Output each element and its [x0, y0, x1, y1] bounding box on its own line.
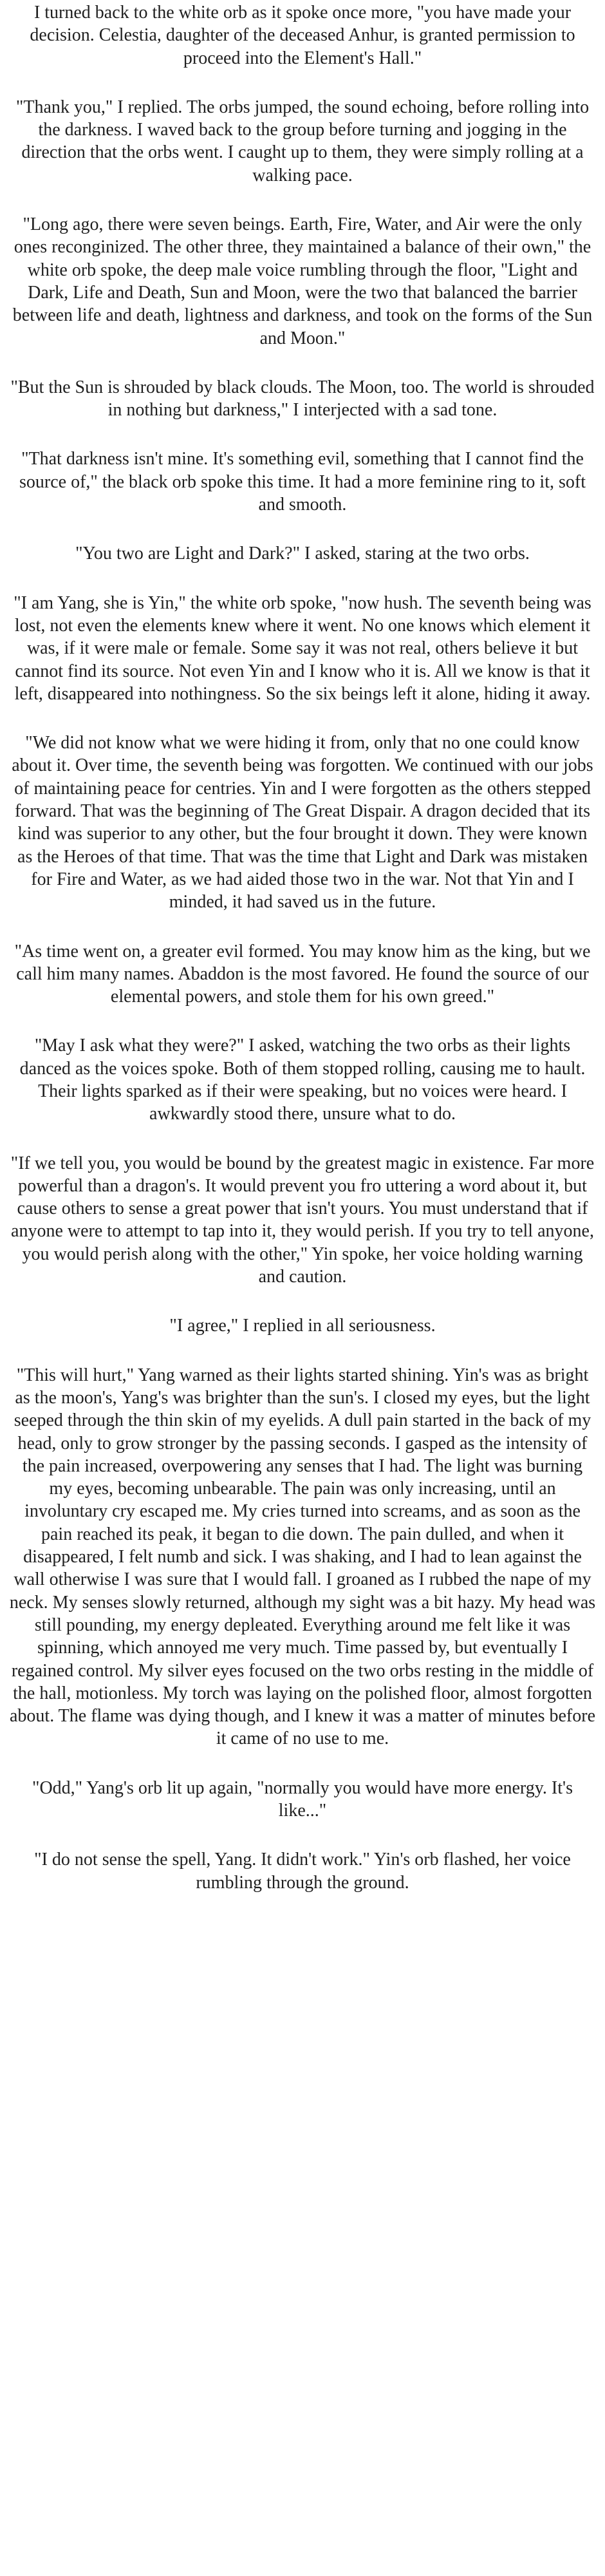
paragraph-2: "Thank you," I replied. The orbs jumped, the sound echoing, before rolling into the darkness. I waved back to the group before turning and jogging in the direction that the orbs went. I caught up to them, they were simply rolling at a walking pace.	[15, 97, 590, 185]
paragraph-9: "As time went on, a greater evil formed. You may know him as the king, but we call him many names. Abaddon is the most favored. He found the source of our elemental powers, and stole them for his own greed."	[14, 941, 591, 1007]
paragraph-10: "May I ask what they were?" I asked, watching the two orbs as their lights danced as the voices spoke. Both of them stopped rolling, causing me to hault. Their lights sparked as if their were speaking, but no voices were heard. I awkwardly stood there, unsure what to do.	[19, 1036, 586, 1124]
paragraph-11: "If we tell you, you would be bound by the greatest magic in existence. Far more powerful than a dragon's. It would prevent you fro uttering a word about it, but cause others to sense a great power that isn't yours. You must understand that if anyone were to attempt to tap into it, they would perish. If you try to tell anyone, you would perish along with the other," Yin spoke, her voice holding warning and caution.	[10, 1153, 595, 1287]
paragraph-15: "I do not sense the spell, Yang. It didn't work." Yin's orb flashed, her voice rumbling through the ground.	[34, 1850, 571, 1893]
paragraph-13: "This will hurt," Yang warned as their lights started shining. Yin's was as bright as the moon's, Yang's was brighter than the sun's. I closed my eyes, but the light seeped through the thin skin of my eyelids. A dull pain started in the back of my head, only to grow stronger by the passing seconds. I gasped as the intensity of the pain increased, overpowering any senses that I had. The light was burning my eyes, becoming unbearable. The pain was only increasing, until an involuntary cry escaped me. My cries turned into screams, and as soon as the pain reached its peak, it began to die down. The pain dulled, and when it disappeared, I felt numb and sick. I was shaking, and I had to lean against the wall otherwise I was sure that I would fall. I groaned as I rubbed the nape of my neck. My senses slowly returned, although my sight was a bit hazy. My head was still pounding, my energy depleated. Everything around me felt like it was spinning, which annoyed me very much. Time passed by, but eventually I regained control. My silver eyes focused on the two orbs resting in the middle of the hall, motionless. My torch was laying on the polished floor, almost forgotten about. The flame was dying though, and I knew it was a matter of minutes before it came of no use to me.	[9, 1365, 596, 1749]
paragraph-12: "I agree," I replied in all seriousness.	[169, 1316, 436, 1336]
paragraph-4: "But the Sun is shrouded by black clouds. The Moon, too. The world is shrouded in nothing but darkness," I interjected with a sad tone.	[10, 377, 595, 421]
paragraph-7: "I am Yang, she is Yin," the white orb spoke, "now hush. The seventh being was lost, not even the elements knew where it went. No one knows which element it was, if it were male or female. Some say it was not real, others believe it but cannot find its source. Not even Yin and I know who it is. All we know is that it left, disappeared into nothingness. So the six beings left it alone, hiding it away.	[14, 592, 591, 704]
paragraph-1: I turned back to the white orb as it spoke once more, "you have made your decision. Celestia, daughter of the deceased Anhur, is granted permission to proceed into the Element's Hall."	[30, 3, 575, 68]
paragraph-8: "We did not know what we were hiding it from, only that no one could know about it. Over time, the seventh being was forgotten. We continued with our jobs of maintaining peace for centries. Yin and I were forgotten as the others stepped forward. That was the beginning of The Great Dispair. A dragon decided that its kind was superior to any other, but the four brought it down. They were known as the Heroes of that time. That was the time that Light and Dark was mistaken for Fire and Water, as we had aided those two in the war. Not that Yin and I minded, it had saved us in the future.	[12, 733, 593, 913]
paragraph-5: "That darkness isn't mine. It's something evil, something that I cannot find the source of," the black orb spoke this time. It had a more feminine ring to it, soft and smooth.	[19, 449, 586, 515]
paragraph-6: "You two are Light and Dark?" I asked, staring at the two orbs.	[75, 544, 530, 564]
paragraph-3: "Long ago, there were seven beings. Earth, Fire, Water, and Air were the only ones reconginized. The other three, they maintained a balance of their own," the white orb spoke, the deep male voice rumbling through the floor, "Light and Dark, Life and Death, Sun and Moon, were the two that balanced the barrier between life and death, lightness and darkness, and took on the forms of the Sun and Moon."	[12, 214, 593, 348]
paragraph-14: "Odd," Yang's orb lit up again, "normally you would have more energy. It's like..."	[32, 1777, 573, 1821]
